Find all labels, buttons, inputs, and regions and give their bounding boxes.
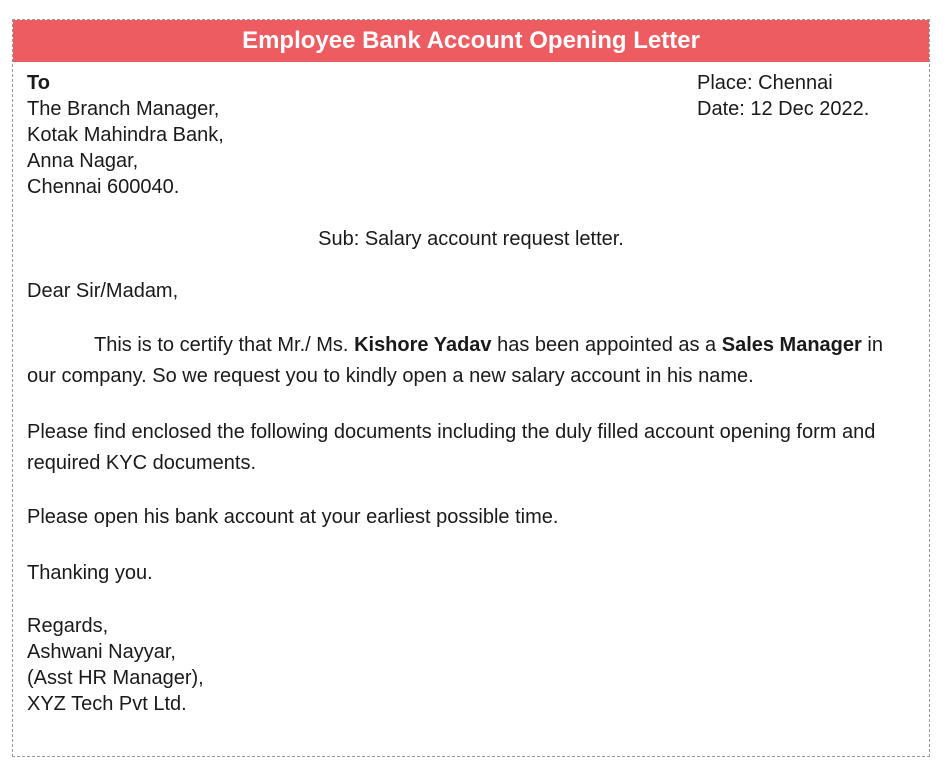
signatory-name: Ashwani Nayyar, xyxy=(27,641,176,663)
recipient-line-1: The Branch Manager, xyxy=(27,98,220,120)
date: Date: 12 Dec 2022. xyxy=(697,98,870,120)
recipient-address xyxy=(27,70,527,200)
letter-content xyxy=(13,62,929,717)
employee-name: Kishore Yadav xyxy=(354,334,492,356)
signature-block xyxy=(27,613,915,717)
designation: Sales Manager xyxy=(721,334,862,356)
regards: Regards, xyxy=(27,615,109,637)
place: Place: Chennai xyxy=(697,72,833,94)
p1-text-c: in our company. So we request you to kindly open a new salary account in his name. xyxy=(27,334,883,387)
letter-card xyxy=(12,19,930,757)
body-paragraph-3: Please open his bank account at your earliest possible time. xyxy=(27,506,559,528)
place-date xyxy=(697,70,869,122)
subject-line: Sub: Salary account request letter. xyxy=(318,228,624,250)
p1-text-a: This is to certify that Mr./ Ms. xyxy=(94,334,355,356)
to-label: To xyxy=(27,72,50,94)
recipient-line-2: Kotak Mahindra Bank, xyxy=(27,124,224,146)
recipient-line-3: Anna Nagar, xyxy=(27,150,139,172)
p1-text-b: has been appointed as a xyxy=(491,334,722,356)
recipient-line-4: Chennai 600040. xyxy=(27,176,180,198)
body-paragraph-1 xyxy=(27,330,915,392)
company-name: XYZ Tech Pvt Ltd. xyxy=(27,693,187,715)
body-paragraph-2: Please find enclosed the following documents including the duly filled account opening form and required KYC documents. xyxy=(27,421,876,474)
letter-header xyxy=(13,20,929,62)
letter-title: Employee Bank Account Opening Letter xyxy=(242,27,700,54)
signatory-title: (Asst HR Manager), xyxy=(27,667,204,689)
thanking-line: Thanking you. xyxy=(27,562,153,584)
salutation: Dear Sir/Madam, xyxy=(27,280,179,302)
